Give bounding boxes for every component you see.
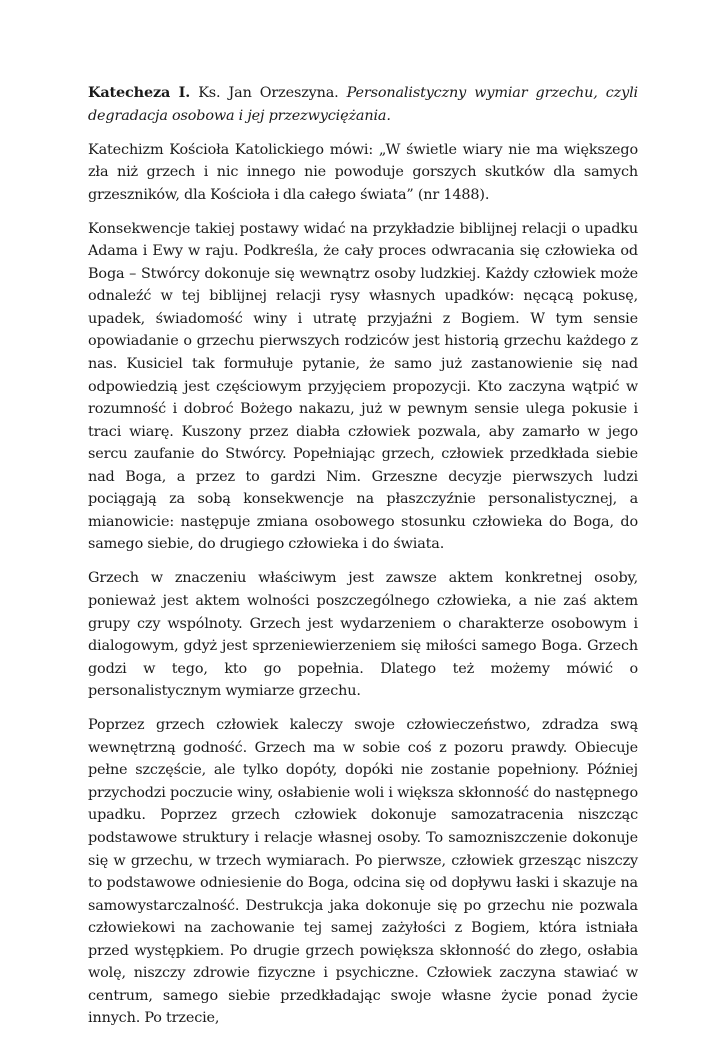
author-name: Ks. Jan Orzeszyna. (190, 85, 347, 101)
document-title: Personalistyczny wymiar grzechu, czyli degradacja osobowa i jej przezwyciężania. (88, 85, 638, 124)
catechesis-label: Katecheza I. (88, 84, 191, 101)
document-heading (88, 82, 638, 127)
paragraph-4: Poprzez grzech człowiek kaleczy swoje człowieczeństwo, zdradza swą wewnętrzną godność. Grzech ma w sobie coś z pozoru prawdy. Obiecuje pełne szczęście, ale tylko dopóty, dopóki nie zostanie popełniony. Później przychodzi poczucie winy, osłabienie woli i większa skłonność do następnego upadku. Poprzez grzech człowiek dokonuje samozatracenia niszcząc podstawowe struktury i relacje własnej osoby. To samozniszczenie dokonuje się w grzechu, w trzech wymiarach. Po pierwsze, człowiek grzesząc niszczy to podstawowe odniesienie do Boga, odcina się od dopływu łaski i skazuje na samowystarczalność. Destrukcja jaka dokonuje się po grzechu nie pozwala człowiekowi na zachowanie tej samej zażyłości z Bogiem, która istniała przed występkiem. Po drugie grzech powiększa skłonność do złego, osłabia wolę, niszczy zdrowie fizyczne i psychiczne. Człowiek zaczyna stawiać w centrum, samego siebie przedkładając swoje własne życie ponad życie innych. Po trzecie, (88, 717, 638, 1027)
paragraph-3: Grzech w znaczeniu właściwym jest zawsze aktem konkretnej osoby, ponieważ jest aktem wolności poszczególnego człowieka, a nie zaś aktem grupy czy wspólnoty. Grzech jest wydarzeniem o charakterze osobowym i dialogowym, gdyż jest sprzeniewierzeniem się miłości samego Boga. Grzech godzi w tego, kto go popełnia. Dlatego też możemy mówić o personalistycznym wymiarze grzechu. (88, 570, 638, 700)
document-page (88, 82, 638, 1041)
paragraph-2: Konsekwencje takiej postawy widać na przykładzie biblijnej relacji o upadku Adama i Ewy w raju. Podkreśla, że cały proces odwracania się człowieka od Boga – Stwórcy dokonuje się wewnątrz osoby ludzkiej. Każdy człowiek może odnaleźć w tej biblijnej relacji rysy własnych upadków: nęcącą pokusę, upadek, świadomość winy i utratę przyjaźni z Bogiem. W tym sensie opowiadanie o grzechu pierwszych rodziców jest historią grzechu każdego z nas. Kusiciel tak formułuje pytanie, że samo już zastanowienie się nad odpowiedzią jest częściowym przyjęciem propozycji. Kto zaczyna wątpić w rozumność i dobroć Bożego nakazu, już w pewnym sensie ulega pokusie i traci wiarę. Kuszony przez diabła człowiek pozwala, aby zamarło w jego sercu zaufanie do Stwórcy. Popełniając grzech, człowiek przedkłada siebie nad Boga, a przez to gardzi Nim. Grzeszne decyzje pierwszych ludzi pociągają za sobą konsekwencje na płaszczyźnie personalistycznej, a mianowicie: następuje zmiana osobowego stosunku człowieka do Boga, do samego siebie, do drugiego człowieka i do świata. (88, 220, 638, 553)
paragraph-1: Katechizm Kościoła Katolickiego mówi: „W świetle wiary nie ma większego zła niż grzech i nic innego nie powoduje gorszych skutków dla samych grzeszników, dla Kościoła i dla całego świata” (nr 1488). (88, 141, 638, 203)
